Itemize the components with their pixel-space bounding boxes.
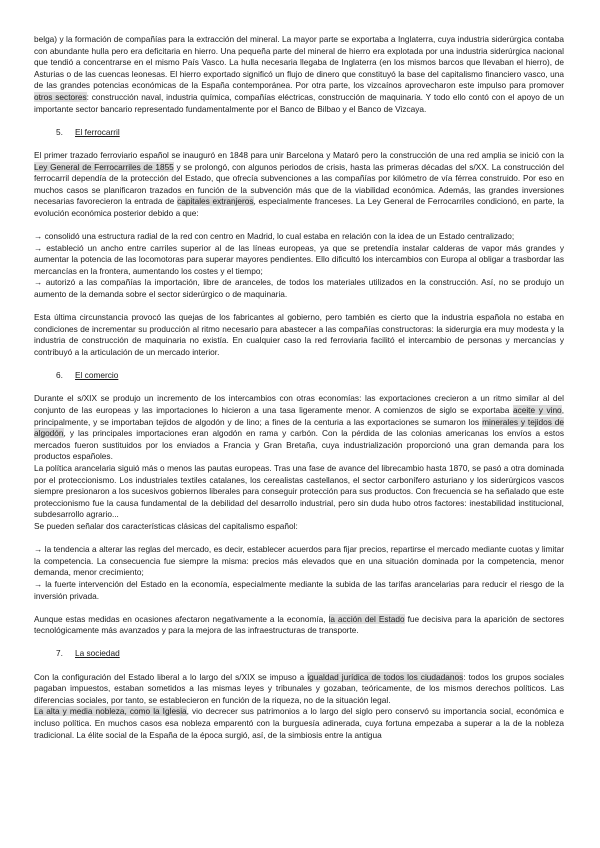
highlight: aceite y vino <box>512 405 562 415</box>
text-run: El primer trazado ferroviario español se inauguró en 1848 para unir Barcelona y Mataró pero la construcción de una red amplia se inició con la <box>34 149 564 160</box>
section-number: 7. <box>56 648 63 659</box>
text-run: Aunque estas medidas en ocasiones afectaron negativamente a la economía, <box>34 613 329 624</box>
section-heading-comercio <box>34 370 564 382</box>
bullet-item: → la tendencia a alterar las reglas del mercado, es decir, establecer acuerdos para fijar precios, repartirse el mercado mediante cuotas y limitar la competencia. La consecuencia fue siempre la misma: precios más elevados que en una situación dominada por la competencia, menor demanda, menor crecimiento; <box>34 544 564 578</box>
text-run: , vio decrecer sus patrimonios a lo largo del siglo pero conservó su importancia social, económica e incluso política. En muchos casos esa nobleza emparentó con la burguesía adinerada, cuya fortuna empezaba a superar a la de la nobleza tradicional. La élite social de la España de la época surgió, así, de la simbiosis entre la antigua <box>34 706 564 740</box>
sociedad-paragraph-1 <box>34 672 564 707</box>
sociedad-paragraph-2 <box>34 706 564 741</box>
bullet-item: → consolidó una estructura radial de la red con centro en Madrid, lo cual estaba en relación con la idea de un Estado centralizado; <box>34 231 515 242</box>
section-title: La sociedad <box>75 648 120 659</box>
ferrocarril-paragraph-2: Esta última circunstancia provocó las quejas de los fabricantes al gobierno, pero también es cierto que la industria española no estaba en condiciones de incrementar su producción al ritmo necesario para abastecer a las compañías constructoras: la siderurgia era muy modesta y la industria de construcción de maquinaria no existía. En cualquier caso la red ferroviaria facilitó el intercambio de personas y mercancías y contribuyó a la articulación de un mercado interior. <box>34 312 564 358</box>
highlight: otros sectores <box>34 91 87 102</box>
highlight: La alta y media nobleza, como la Iglesia <box>34 706 187 717</box>
bullet-item: → la fuerte intervención del Estado en la economía, especialmente mediante la subida de las tarifas arancelarias para reducir el riesgo de la inversión privada. <box>34 578 564 601</box>
comercio-paragraph-1 <box>34 393 564 463</box>
section-heading-ferrocarril <box>34 127 564 139</box>
text-run: : construcción naval, industria química, compañías eléctricas, construcción de maquinaria. Y todo ello contó con el apoyo de un importante sector bancario representado fundamentalmente por el Banco de Bilbao y el Banco de Vizcaya. <box>34 91 564 114</box>
text-run: , principalmente, y se importaban tejidos de algodón y de lino; a fines de la centuria a las exportaciones se sumaron los <box>34 405 564 427</box>
section-title: El ferrocarril <box>75 126 120 137</box>
text-run: fue decisiva para la aparición de sectores tecnológicamente más avanzados y para la mejora de las infraestructuras de transporte. <box>34 613 564 636</box>
ferrocarril-paragraph-1 <box>34 150 564 220</box>
text-run: , especialmente franceses. La Ley General de Ferrocarriles condicionó, en parte, la evolución económica posterior debido a que: <box>34 196 564 218</box>
highlight: igualdad jurídica de todos los ciudadanos <box>307 671 464 682</box>
text-run: belga) y la formación de compañías para la extracción del mineral. La mayor parte se exportaba a Inglaterra, cuya industria siderúrgica contaba con abundante hulla pero era deficitaria en hierro. Una pequeña parte del mineral de hierro era explotada por una industria siderúrgica nacional que tendió a concentrarse en el mismo País Vasco. La hulla necesaria llegaba de Inglaterra (en los mismos barcos que llevaban el hierro), de Asturias o de las cuencas leonesas. El hierro exportado significó un flujo de dinero que constituyó la base del capitalismo financiero vasco, una de las grandes potencias económicas de la España contemporánea. Por otra parte, los vizcaínos aprovecharon este impulso para promover <box>34 34 564 91</box>
highlight: Ley General de Ferrocarriles de 1855 <box>34 161 174 172</box>
text-run: Durante el s/XIX se produjo un incremento de los intercambios con otras economías: las exportaciones crecieron a un ritmo similar al del conjunto de las europeas y las importaciones lo hicieron a una tasa ligeramente menor. A comienzos de siglo se exportaba <box>34 393 564 415</box>
text-run: : todos los grupos sociales pagaban impuestos, estaban sometidos a las mismas leyes y tribunales y gozaban, teóricamente, de los mismos derechos políticos. Las diferencias sociales, por tanto, se establecieron en función de la riqueza, no de la situación legal. <box>34 671 564 705</box>
text-run: y se prolongó, con algunos periodos de crisis, hasta las primeras décadas del s/XX. La construcción del ferrocarril dependía de la protección del Estado, que ofrecía subvenciones a las compañías por kilómetro de vía férrea construido. Por eso en muchos casos se planificaron trazados en función de la subvención más que de la viabilidad económica. Además, las grandes inversiones necesarias favorecieron la entrada de <box>34 161 564 207</box>
section-number: 5. <box>56 126 63 137</box>
bullet-item: → autorizó a las compañías la importación, libre de aranceles, de todos los materiales utilizados en la construcción. Así, no se produjo un aumento de la demanda sobre el sector siderúrgico o de maquinaria. <box>34 277 564 300</box>
document-page <box>34 34 564 741</box>
section-number: 6. <box>56 370 63 381</box>
intro-paragraph <box>34 34 564 115</box>
text-run: Con la configuración del Estado liberal a lo largo del s/XIX se impuso a <box>34 671 308 682</box>
comercio-paragraph-3: Se pueden señalar dos características clásicas del capitalismo español: <box>34 520 298 531</box>
section-heading-sociedad <box>34 648 564 660</box>
section-title: El comercio <box>75 370 119 381</box>
comercio-paragraph-2: La política arancelaria siguió más o menos las pautas europeas. Tras una fase de avance del librecambio hasta 1870, se pasó a otra dominada por el proteccionismo. Los industriales textiles catalanes, los cerealistas castellanos, el sector carbonífero asturiano y los siderúrgicos vascos siempre presionaron a los sucesivos gobiernos liberales para conseguir protección para sus productos. Con frecuencia se ha señalado que este proteccionismo fue la causa fundamental de la debilidad del desarrollo industrial, pero sin duda hubo otros factores: inestabilidad institucional, subdesarrollo agrario... <box>34 462 564 520</box>
text-run: , y las principales importaciones eran algodón en rama y carbón. Con la pérdida de las colonias americanas los envíos a estos mercados fueron sustituidos por los enviados a Francia y Gran Bretaña, cuya industrialización proporcionó una gran demanda para los productos españoles. <box>34 428 564 462</box>
bullet-item: → estableció un ancho entre carriles superior al de las líneas europeas, ya que se pretendía instalar calderas de vapor más grandes y aumentar la potencia de las locomotoras para superar mayores pendientes. Ello dificultó los intercambios con Europa al obligar a trasbordar las mercancías en la frontera, aumentando los costes y el tiempo; <box>34 242 564 276</box>
comercio-paragraph-4 <box>34 614 564 637</box>
highlight: capitales extranjeros <box>177 196 254 207</box>
highlight: minerales y tejidos de algodón <box>34 416 564 439</box>
highlight: la acción del Estado <box>328 613 405 624</box>
